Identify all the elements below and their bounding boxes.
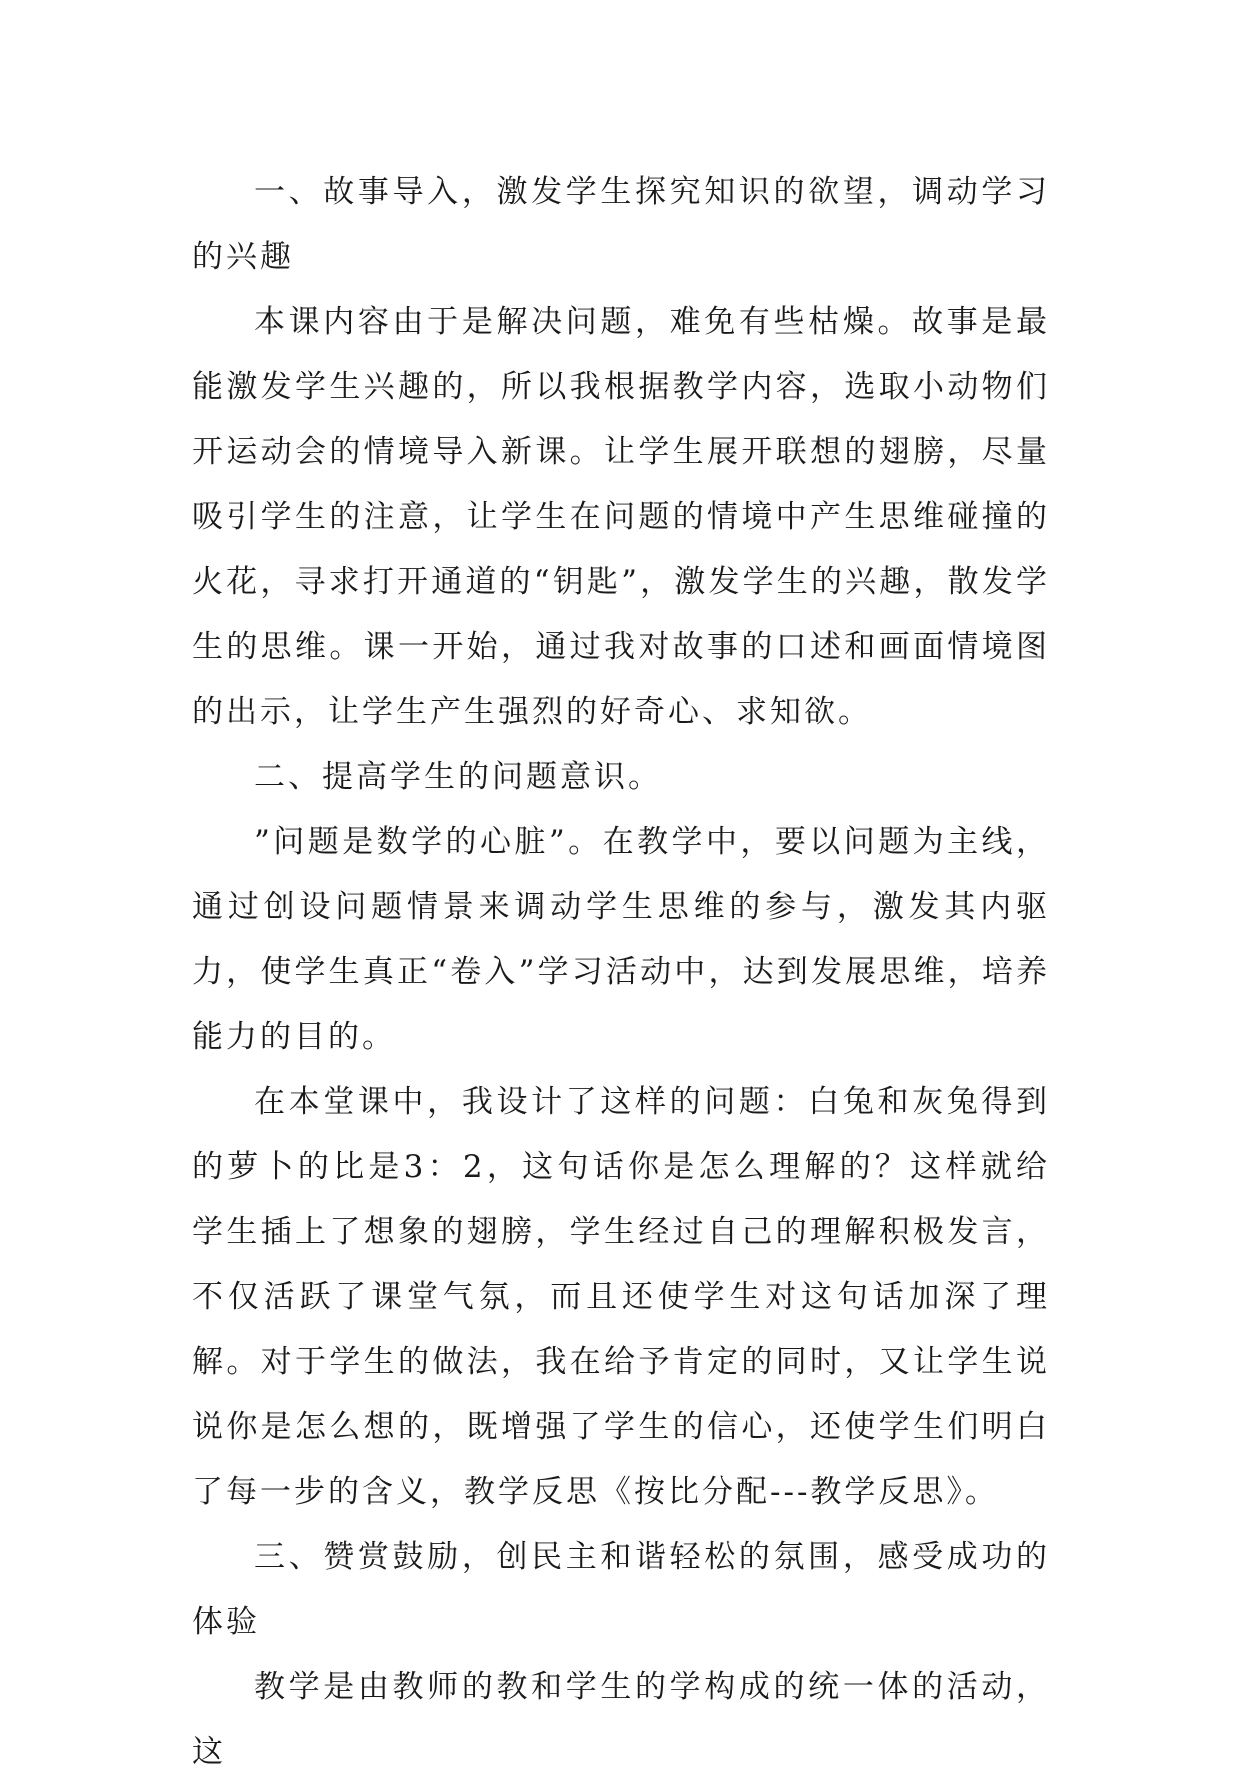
heading-problem-awareness: 二、提高学生的问题意识。 <box>254 759 662 795</box>
paragraph-teaching-unity: 教学是由教师的教和学生的学构成的统一体的活动，这 <box>192 1669 1050 1770</box>
paragraph-story-intro: 本课内容由于是解决问题，难免有些枯燥。故事是最能激发学生兴趣的，所以我根据教学内容，选取小动物们开运动会的情境导入新课。让学生展开联想的翅膀，尽量吸引学生的注意，让学生在问题的情境中产生思维碰撞的火花，寻求打开通道的“钥匙”，激发学生的兴趣，散发学生的思维。课一开始，通过我对故事的口述和画面情境图的出示，让学生产生强烈的好奇心、求知欲。 <box>192 304 1050 730</box>
document-body <box>192 160 1050 1785</box>
paragraph-lesson-question: 在本堂课中，我设计了这样的问题：白兔和灰兔得到的萝卜的比是3：2，这句话你是怎么理解的？这样就给学生插上了想象的翅膀，学生经过自己的理解积极发言，不仅活跃了课堂气氛，而且还使学生对这句话加深了理解。对于学生的做法，我在给予肯定的同时，又让学生说说你是怎么想的，既增强了学生的信心，还使学生们明白了每一步的含义，教学反思《按比分配---教学反思》。 <box>192 1084 1050 1510</box>
heading-story-intro: 一、故事导入，激发学生探究知识的欲望，调动学习的兴趣 <box>192 174 1050 275</box>
heading-praise-encourage: 三、赞赏鼓励，创民主和谐轻松的氛围，感受成功的体验 <box>192 1539 1050 1640</box>
paragraph-problem-heart: ”问题是数学的心脏”。在教学中，要以问题为主线，通过创设问题情景来调动学生思维的参与，激发其内驱力，使学生真正“卷入”学习活动中，达到发展思维，培养能力的目的。 <box>192 824 1050 1055</box>
